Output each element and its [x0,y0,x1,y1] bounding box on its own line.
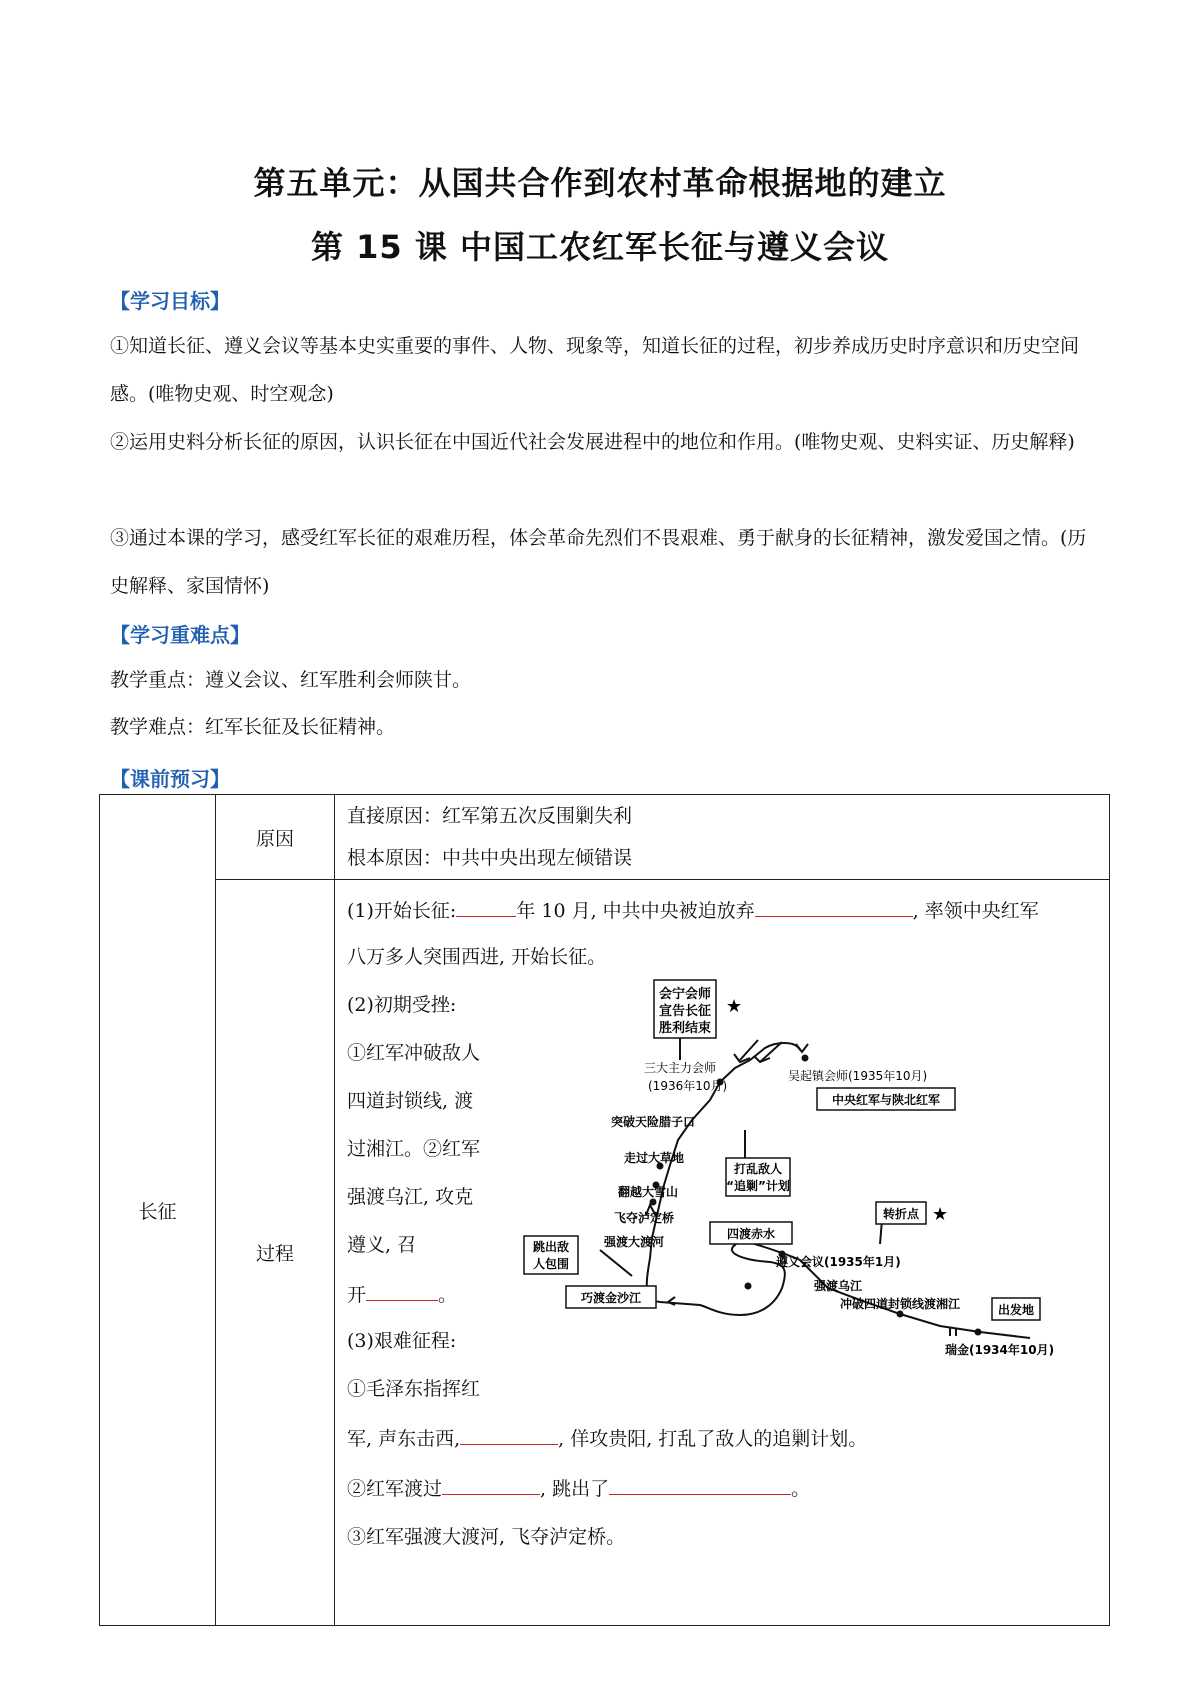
process-line-jinsha: ②红军渡过 , 跳出了 。 [347,1472,810,1501]
route-point [975,1329,982,1336]
svg-text:宣告长征: 宣告长征 [658,1004,712,1019]
svg-text:中央红军与陕北红军: 中央红军与陕北红军 [831,1093,941,1107]
process-line-chishui: 军, 声东击西, , 佯攻贵阳, 打乱了敌人的追剿计划。 [347,1422,867,1451]
preview-heading: 【课前预习】 [110,767,230,791]
objectives-heading: 【学习目标】 [110,289,230,313]
process-line: 过湘江。②红军 [347,1138,481,1160]
svg-text:打乱敌人: 打乱敌人 [733,1162,783,1176]
preview-table [99,794,1110,1626]
box-zhuijiao [726,1158,790,1196]
pointer-line [600,1250,632,1276]
process-label: 过程 [216,880,335,1626]
process-line: ①毛泽东指挥红 [347,1378,481,1400]
key-points-heading: 【学习重难点】 [110,623,250,647]
arrow-head [796,1044,808,1052]
blank-base[interactable] [755,894,913,917]
unit-title: 第五单元：从国共合作到农村革命根据地的建立 [253,164,947,202]
svg-text:“追剿”计划: “追剿”计划 [726,1179,790,1193]
teaching-difficulty: 教学难点：红军长征及长征精神。 [110,716,396,738]
box-zhuanzhe [876,1202,926,1224]
route-point [897,1311,904,1318]
box-huining [654,980,716,1038]
cause-direct: 直接原因：红军第五次反围剿失利 [347,805,633,827]
star-icon: ★ [726,996,743,1017]
blank-meeting[interactable] [366,1278,438,1301]
label-sanda-date: (1936年10月) [648,1079,728,1093]
label-zunyi: 遵义会议(1935年1月) [776,1255,901,1269]
label-wujiang: 强渡乌江 [814,1279,863,1293]
svg-text:人包围: 人包围 [532,1257,570,1271]
objective-3: ③通过本课的学习，感受红军长征的艰难历程，体会革命先烈们不畏艰难、勇于献身的长征精神，激发爱国之情。(历史解释、家国情怀) [110,527,1087,597]
label-sanda: 三大主力会师 [644,1061,717,1075]
svg-text:跳出敌: 跳出敌 [532,1240,570,1254]
box-shaanbei [817,1088,955,1110]
long-march-route-map [532,970,1055,1390]
route-point [745,1283,752,1290]
box-sidu [710,1222,792,1244]
svg-text:转折点: 转折点 [882,1207,920,1221]
svg-text:会宁会师: 会宁会师 [658,987,712,1002]
cause-root: 根本原因：中共中央出现左倾错误 [347,847,633,869]
cause-content [335,795,1110,880]
objective-1: ①知道长征、遵义会议等基本史实重要的事件、人物、现象等，知道长征的过程，初步养成历史时序意识和历史空间感。(唯物史观、时空观念) [110,335,1080,405]
svg-text:胜利结束: 胜利结束 [658,1021,712,1036]
lesson-title: 第 15 课 中国工农红军长征与遵义会议 [311,228,889,266]
box-chufa [992,1298,1040,1320]
process-content [335,880,1110,1626]
svg-text:出发地: 出发地 [997,1303,1035,1317]
blank-year[interactable] [456,894,516,917]
label-xueshan: 翻越大雪山 [617,1185,678,1199]
blank-river[interactable] [442,1472,540,1495]
box-tiaochu [524,1236,578,1274]
process-stage-3-heading: (3)艰难征程: [347,1330,457,1352]
process-line: 强渡乌江, 攻克 [347,1186,474,1208]
label-wuqi: 吴起镇会师(1935年10月) [788,1069,928,1083]
svg-text:巧渡金沙江: 巧渡金沙江 [580,1291,642,1305]
process-line: ③红军强渡大渡河, 飞夺泸定桥。 [347,1526,626,1548]
label-dadu: 强渡大渡河 [603,1235,664,1249]
label-luding: 飞夺泸定桥 [613,1211,674,1225]
label-tianxian: 突破天险腊子口 [610,1115,695,1129]
process-line-1: (1)开始长征: 年 10 月, 中共中央被迫放弃 , 率领中央红军 [347,894,1039,923]
label-xiangjiang: 冲破四道封锁线渡湘江 [840,1297,961,1311]
process-line: 四道封锁线, 渡 [347,1090,474,1112]
route-point [802,1055,809,1062]
row-label-changzheng: 长征 [100,795,216,1626]
box-jinsha [566,1286,656,1308]
process-line-meeting: 开 。 [347,1278,457,1307]
process-line: 遵义, 召 [347,1234,417,1256]
svg-text:四渡赤水: 四渡赤水 [726,1227,776,1241]
objective-2: ②运用史料分析长征的原因，认识长征在中国近代社会发展进程中的地位和作用。(唯物史观、史料实证、历史解释) [110,431,1075,453]
label-caodi: 走过大草地 [623,1151,684,1165]
star-icon: ★ [932,1204,949,1225]
label-ruijin: 瑞金(1934年10月) [945,1343,1055,1357]
cause-label: 原因 [216,795,335,880]
process-stage-2-heading: (2)初期受挫: [347,994,457,1016]
blank-chishui[interactable] [460,1422,558,1445]
process-line: ①红军冲破敌人 [347,1042,481,1064]
teaching-focus: 教学重点：遵义会议、红军胜利会师陕甘。 [110,669,472,691]
process-line-2: 八万多人突围西进, 开始长征。 [347,946,607,968]
blank-encirclement[interactable] [609,1472,791,1495]
arrow-head [668,1297,675,1305]
